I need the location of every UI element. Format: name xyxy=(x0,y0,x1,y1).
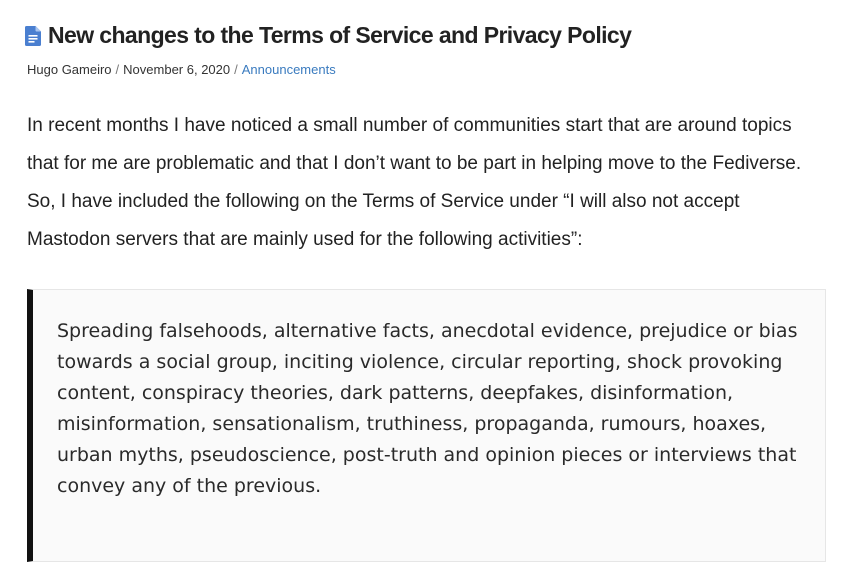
post-meta xyxy=(27,62,336,77)
document-icon xyxy=(25,26,41,46)
post-category-link[interactable]: Announcements xyxy=(241,62,336,77)
meta-separator: / xyxy=(234,62,238,77)
blockquote-text: Spreading falsehoods, alternative facts, anecdotal evidence, prejudice or bias towards a social group, inciting violence, circular reporting, shock provoking content, conspiracy theories, dark patterns, deepfakes, disinformation, misinformation, sensationalism, truthiness, propaganda, rumours, hoaxes, urban myths, pseudoscience, post-truth and opinion pieces or interviews that convey any of the previous. xyxy=(57,320,798,497)
post-date[interactable]: November 6, 2020 xyxy=(123,62,231,77)
tos-blockquote xyxy=(27,289,826,562)
meta-separator: / xyxy=(115,62,120,77)
post-intro-paragraph: In recent months I have noticed a small number of communities start that are around topics that for me are problematic and that I don’t want to be part in helping move to the Fediverse. So, I have included the following on the Terms of Service under “I will also not accept Mastodon servers that are mainly used for the following activities”: xyxy=(27,115,802,250)
post-header xyxy=(25,22,631,49)
post-title: New changes to the Terms of Service and Privacy Policy xyxy=(48,22,632,48)
post-author[interactable]: Hugo Gameiro xyxy=(27,62,112,77)
